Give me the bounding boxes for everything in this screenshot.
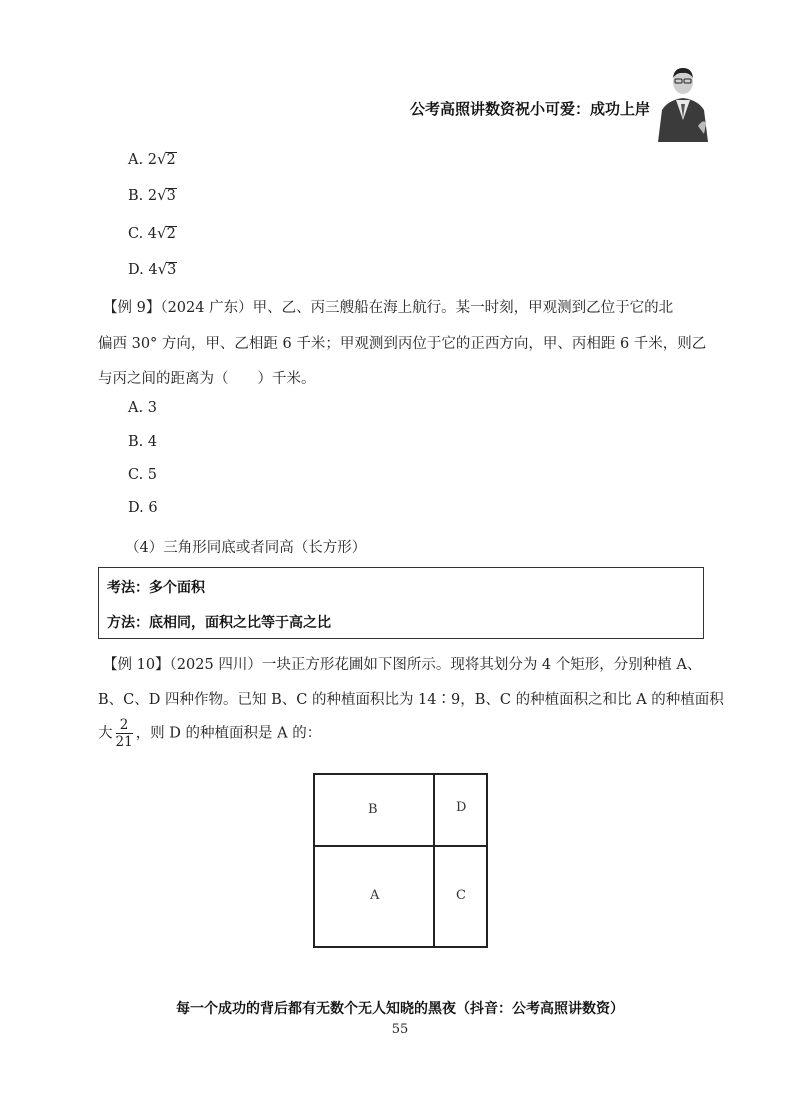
option-a — [128, 150, 177, 168]
section-heading: （4）三角形同底或者同高（长方形） — [125, 540, 367, 556]
option-d — [128, 260, 177, 278]
option-radicand: 3 — [166, 188, 176, 204]
example9-option-a: A. 3 — [128, 400, 157, 416]
option-radicand: 3 — [167, 262, 177, 278]
label-a: A — [370, 888, 380, 903]
option-radicand: 2 — [166, 226, 176, 242]
option-letter: A. — [128, 152, 144, 168]
example9-option-d: D. 6 — [128, 500, 158, 516]
sqrt-icon: √ — [157, 224, 167, 242]
example10-prefix: 大 — [98, 725, 113, 742]
label-b: B — [368, 802, 378, 817]
option-c — [128, 224, 177, 242]
sqrt-icon: √ — [156, 150, 167, 168]
avatar — [654, 58, 712, 142]
label-c: C — [456, 888, 466, 903]
example9-line1: 【例 9】（2024 广东）甲、乙、丙三艘船在海上航行。某一时刻，甲观测到乙位于它的北 — [103, 300, 674, 316]
option-b — [128, 186, 177, 204]
presenter-photo-icon — [654, 58, 712, 142]
sqrt-icon: √ — [157, 186, 167, 204]
example10-line3 — [98, 717, 321, 750]
vertical-divider — [433, 775, 435, 946]
garden-diagram — [313, 773, 488, 948]
option-letter: B. — [128, 188, 144, 204]
fraction-numerator: 2 — [116, 717, 133, 734]
sqrt-icon: √ — [157, 260, 168, 278]
method-box-line2: 方法：底相同，面积之比等于高之比 — [107, 615, 331, 631]
example9-line3: 与丙之间的距离为（ ）千米。 — [98, 371, 316, 387]
fraction-denominator: 21 — [115, 734, 133, 750]
option-coefficient: 4 — [147, 226, 158, 242]
option-letter: D. — [128, 262, 144, 278]
horizontal-divider — [315, 845, 486, 847]
example9-line2: 偏西 30° 方向，甲、乙相距 6 千米；甲观测到丙位于它的正西方向，甲、丙相距 6 千米，则乙 — [98, 336, 707, 352]
page-number: 55 — [391, 1022, 409, 1037]
fraction — [116, 717, 133, 750]
example10-line2: B、C、D 四种作物。已知 B、C 的种植面积比为 14∶9，B、C 的种植面积之和比 A 的种植面积 — [98, 692, 724, 708]
example9-option-b: B. 4 — [128, 434, 158, 450]
example10-line1: 【例 10】（2025 四川）一块正方形花圃如下图所示。现将其划分为 4 个矩形，分别种植 A、 — [103, 657, 702, 673]
footer-slogan: 每一个成功的背后都有无数个无人知晓的黑夜（抖音：公考高照讲数资） — [176, 1001, 624, 1017]
method-box-line1: 考法：多个面积 — [107, 580, 205, 596]
option-coefficient: 2 — [147, 152, 157, 168]
option-letter: C. — [128, 226, 144, 242]
option-coefficient: 4 — [148, 262, 158, 278]
option-radicand: 2 — [166, 152, 176, 168]
example9-option-c: C. 5 — [128, 467, 158, 483]
label-d: D — [456, 800, 467, 815]
header-title: 公考高照讲数资祝小可爱：成功上岸 — [409, 100, 650, 118]
example10-suffix: ，则 D 的种植面积是 A 的： — [135, 725, 322, 742]
option-coefficient: 2 — [147, 188, 158, 204]
method-box — [98, 567, 704, 639]
